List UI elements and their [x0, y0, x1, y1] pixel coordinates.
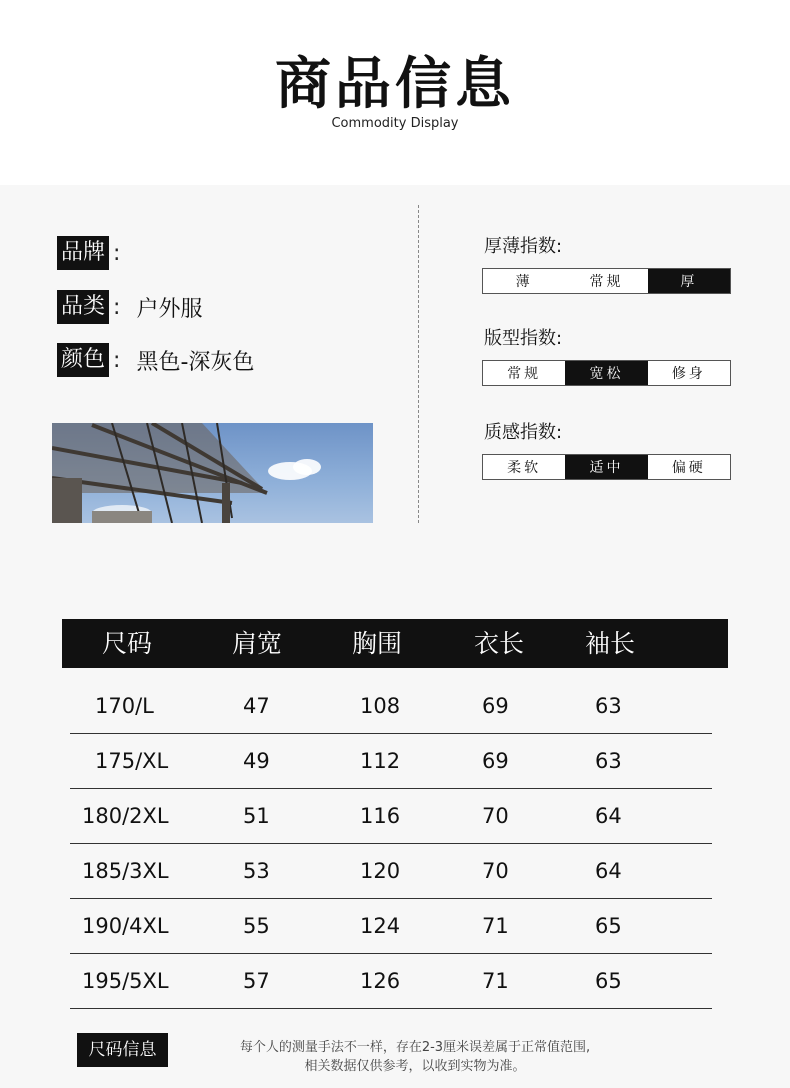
table-row: [70, 789, 712, 844]
product-photo: [52, 423, 373, 523]
table-cell: 190/4XL: [82, 914, 169, 938]
table-row: [70, 734, 712, 789]
table-cell: 47: [243, 694, 270, 718]
table-cell: 55: [243, 914, 270, 938]
table-cell: 51: [243, 804, 270, 828]
attribute-colon: :: [113, 294, 121, 320]
fit-index-title: 版型指数:: [484, 328, 563, 349]
attribute-brand: [57, 236, 136, 270]
texture-index-title: 质感指数:: [484, 422, 563, 443]
table-cell: 71: [482, 914, 509, 938]
table-cell: 65: [595, 969, 622, 993]
table-cell: 57: [243, 969, 270, 993]
scale-option-selected: 厚: [648, 269, 730, 293]
attribute-color: [57, 343, 254, 377]
scale-option: 常规: [589, 274, 624, 290]
disclaimer-line-2: 相关数据仅供参考，以收到实物为准。: [304, 1059, 526, 1074]
table-cell: 70: [482, 804, 509, 828]
thickness-scale: [482, 268, 731, 294]
table-cell: 120: [360, 859, 401, 883]
scale-option: 偏硬: [671, 460, 706, 476]
row-separator: [70, 1008, 712, 1009]
attribute-colon: :: [113, 240, 121, 266]
table-row: [70, 679, 712, 734]
dashed-divider: [418, 205, 419, 523]
attribute-value: 户外服: [136, 296, 203, 322]
attribute-label: 品类: [57, 290, 109, 324]
column-header-chest: 胸围: [352, 629, 403, 658]
table-row: [70, 954, 712, 1009]
table-cell: 49: [243, 749, 270, 773]
column-header-size: 尺码: [102, 629, 153, 658]
table-cell: 180/2XL: [82, 804, 169, 828]
table-cell: 185/3XL: [82, 859, 169, 883]
attribute-category: [57, 290, 202, 324]
header-area: [0, 0, 790, 185]
table-cell: 108: [360, 694, 401, 718]
table-cell: 64: [595, 804, 622, 828]
table-cell: 64: [595, 859, 622, 883]
fit-scale: [482, 360, 731, 386]
thickness-index-title: 厚薄指数:: [484, 236, 563, 257]
table-cell: 63: [595, 694, 622, 718]
table-cell: 124: [360, 914, 401, 938]
table-cell: 112: [360, 749, 401, 773]
attribute-label: 颜色: [57, 343, 109, 377]
page-subtitle: Commodity Display: [331, 116, 459, 131]
attribute-colon: :: [113, 347, 121, 373]
size-info-badge: 尺码信息: [77, 1033, 168, 1067]
scale-option-selected: 宽松: [565, 361, 647, 385]
column-header-shoulder: 肩宽: [232, 629, 283, 658]
table-cell: 170/L: [95, 694, 154, 718]
disclaimer-line-1: 每个人的测量手法不一样，存在2-3厘米误差属于正常值范围,: [239, 1040, 591, 1055]
table-cell: 69: [482, 694, 509, 718]
table-cell: 71: [482, 969, 509, 993]
scale-option: 柔软: [507, 460, 542, 476]
scale-option: 薄: [515, 274, 533, 290]
scale-option-selected: 适中: [565, 455, 647, 479]
table-row: [70, 899, 712, 954]
table-cell: 65: [595, 914, 622, 938]
size-table-header: [62, 619, 728, 668]
attribute-label: 品牌: [57, 236, 109, 270]
table-cell: 195/5XL: [82, 969, 169, 993]
page-title: 商品信息: [275, 52, 515, 117]
table-cell: 126: [360, 969, 401, 993]
column-header-sleeve: 袖长: [585, 629, 636, 658]
texture-scale: [482, 454, 731, 480]
table-cell: 116: [360, 804, 401, 828]
scale-option: 修身: [671, 366, 706, 382]
table-cell: 175/XL: [95, 749, 169, 773]
outdoor-pergola-sky-photo-icon: [52, 423, 373, 523]
column-header-length: 衣长: [474, 629, 525, 658]
table-cell: 70: [482, 859, 509, 883]
table-cell: 63: [595, 749, 622, 773]
attribute-value: 黑色-深灰色: [136, 349, 255, 375]
table-cell: 53: [243, 859, 270, 883]
table-cell: 69: [482, 749, 509, 773]
scale-option: 常规: [507, 366, 542, 382]
table-row: [70, 844, 712, 899]
